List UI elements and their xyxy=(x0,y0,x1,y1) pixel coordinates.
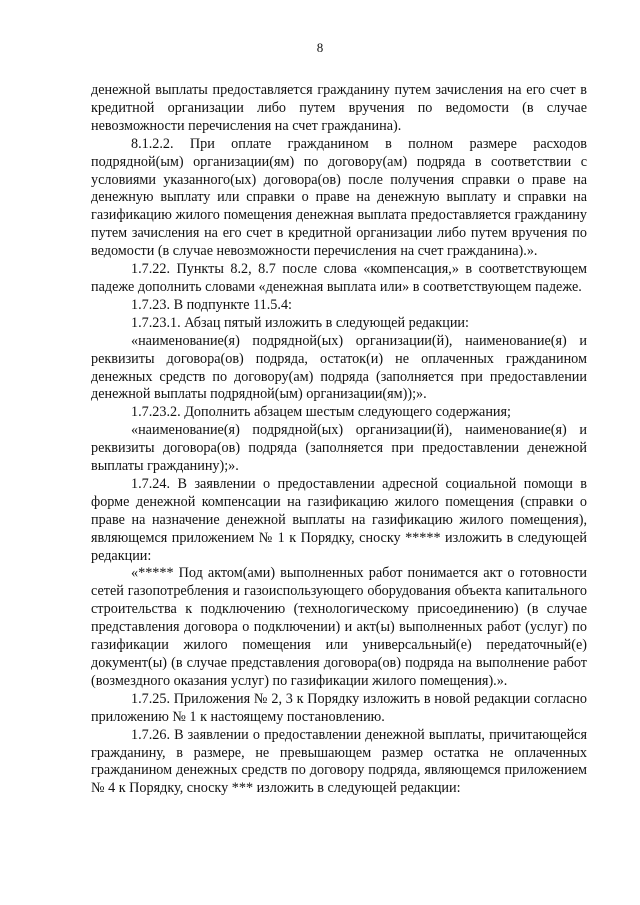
paragraph: 1.7.23.1. Абзац пятый изложить в следующей редакции: xyxy=(131,314,469,331)
paragraph: 1.7.23.2. Дополнить абзацем шестым следующего содержания; xyxy=(131,404,511,421)
paragraph: 1.7.25. Приложения № 2, 3 к Порядку изложить в новой редакции согласно приложению № 1 к настоящему постановлению. xyxy=(91,690,587,725)
paragraph: «***** Под актом(ами) выполненных работ понимается акт о готовности сетей газопотребления и газоиспользующего оборудования объекта капитального строительства к подключению (технологическому присоединению) (в случае представления договора о подключении) и акт(ы) выполненных работ (услуг) по газификации жилого помещения или универсальный(е) передаточный(е) документ(ы) (в случае представления договора(ов) подряда на выполнение работ (возмездного оказания услуг) по газификации жилого помещения).». xyxy=(91,565,587,689)
paragraph: «наименование(я) подрядной(ых) организации(й), наименование(я) и реквизиты договора(ов) подряда, остаток(и) не оплаченных гражданином денежных средств по договору(ам) подряда (заполняется при предоставлении денежной выплаты подрядной(ым) организации(ям));». xyxy=(91,332,587,403)
document-body xyxy=(91,82,587,798)
page-number: 8 xyxy=(316,40,324,55)
paragraph: денежной выплаты предоставляется гражданину путем зачисления на его счет в кредитной организации либо путем вручения по ведомости (в случае невозможности перечисления на счет гражданина). xyxy=(91,82,587,134)
paragraph: «наименование(я) подрядной(ых) организации(й), наименование(я) и реквизиты договора(ов) подряда (заполняется при предоставлении денежной выплаты гражданину);». xyxy=(91,422,587,475)
paragraph: 1.7.22. Пункты 8.2, 8.7 после слова «компенсация,» в соответствующем падеже дополнить словами «денежная выплата или» в соответствующем падеже. xyxy=(91,261,587,295)
paragraph: 1.7.24. В заявлении о предоставлении адресной социальной помощи в форме денежной компенсации на газификацию жилого помещения (справки о праве на назначение денежной выплаты на газификацию жилого помещения), являющемся приложением № 1 к Порядку, сноску ***** изложить в следующей редакции: xyxy=(91,475,587,564)
paragraph: 8.1.2.2. При оплате гражданином в полном размере расходов подрядной(ым) организации(ям) по договору(ам) подряда в соответствии с условиями указанного(ых) договора(ов) после получения справки о праве на денежную выплату или справки о праве на денежную выплату и справки на газификацию жилого помещения денежная выплата предоставляется гражданину путем зачисления на его счет в кредитной организации либо путем вручения по ведомости (в случае невозможности перечисления на счет гражданина).». xyxy=(91,135,587,260)
paragraph: 1.7.23. В подпункте 11.5.4: xyxy=(131,296,292,313)
paragraph: 1.7.26. В заявлении о предоставлении денежной выплаты, причитающейся гражданину, в размере, не превышающем размер остатка не оплаченных гражданином денежных средств по договору подряда, являющемся приложением № 4 к Порядку, сноску *** изложить в следующей редакции: xyxy=(91,726,587,797)
